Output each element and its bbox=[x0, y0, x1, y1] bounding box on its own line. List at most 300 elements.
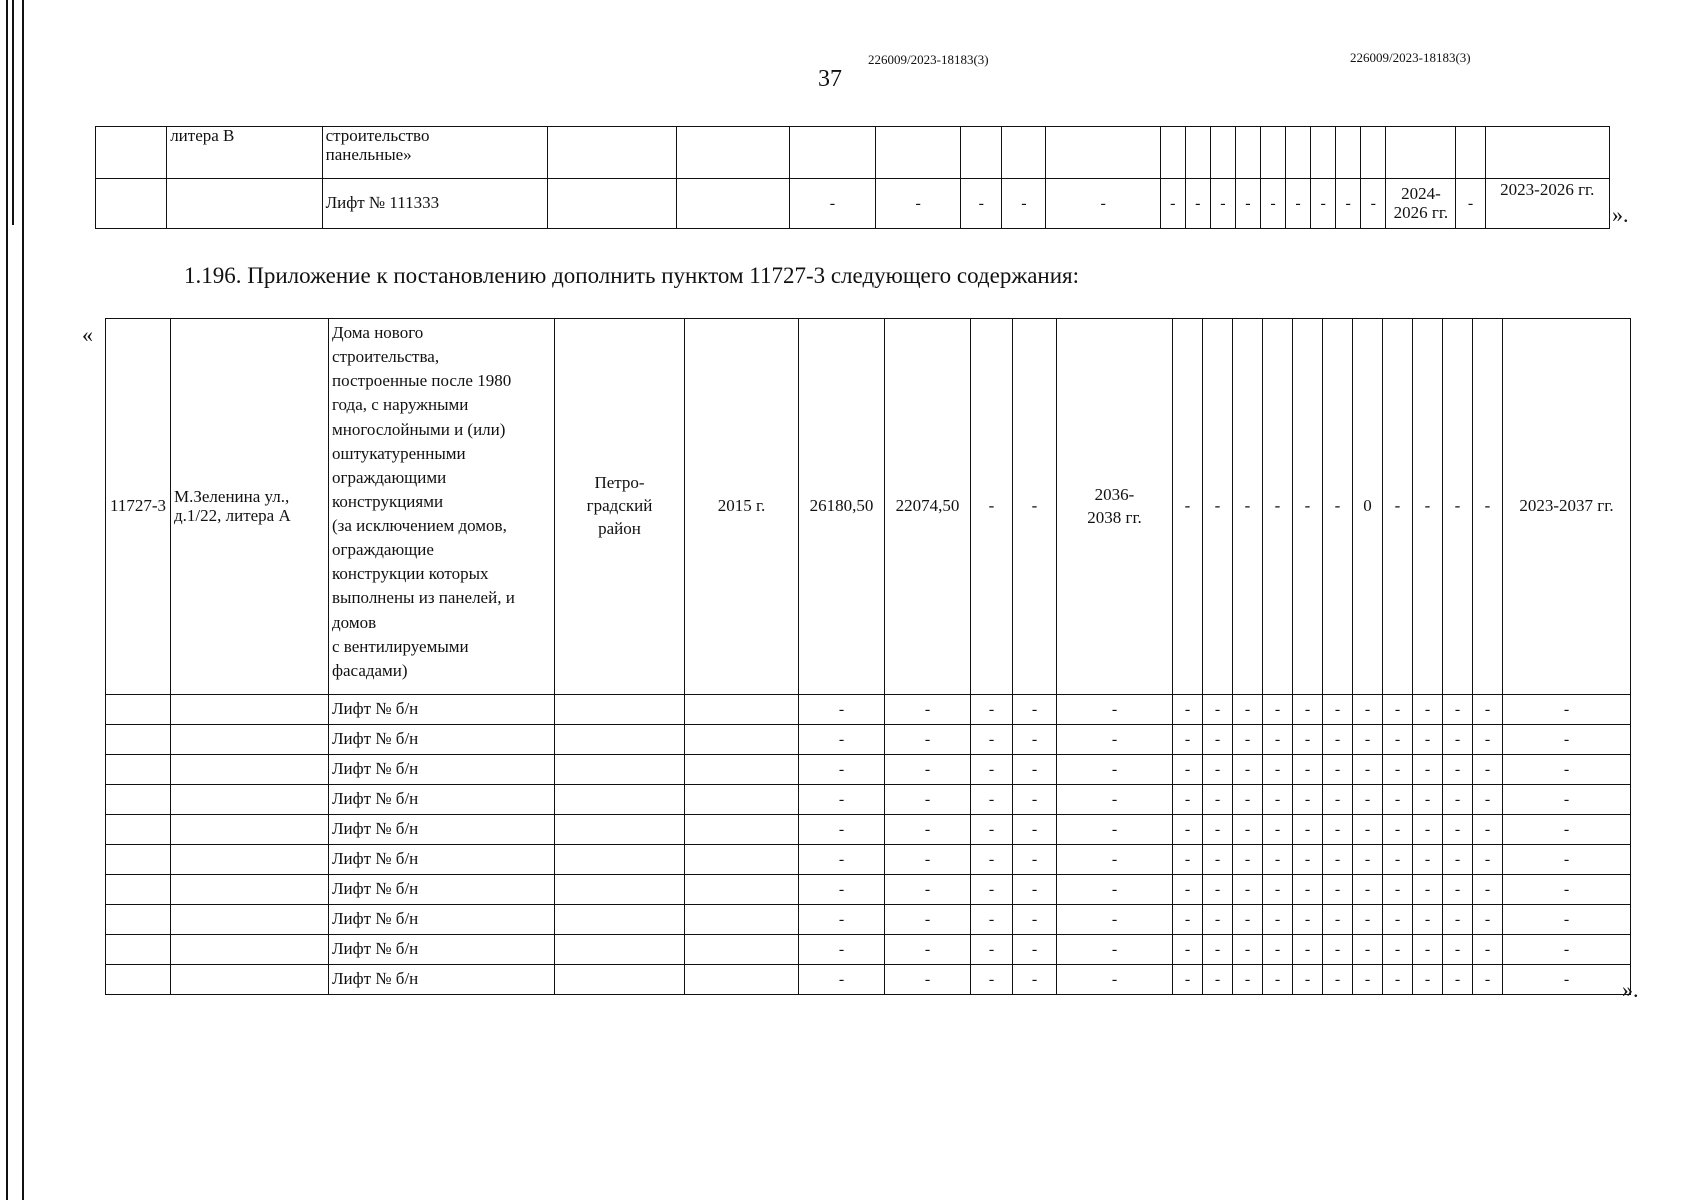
cell: - bbox=[1383, 785, 1413, 815]
cell: Лифт № б/н bbox=[329, 725, 555, 755]
cell bbox=[961, 127, 1002, 179]
cell bbox=[106, 755, 171, 785]
cell: Лифт № б/н bbox=[329, 965, 555, 995]
cell bbox=[106, 695, 171, 725]
cell: - bbox=[1173, 875, 1203, 905]
cell: - bbox=[1173, 845, 1203, 875]
cell bbox=[555, 875, 685, 905]
cell: - bbox=[876, 179, 961, 229]
cell: - bbox=[1473, 845, 1503, 875]
cell bbox=[685, 905, 799, 935]
cell: - bbox=[1013, 815, 1057, 845]
cell: - bbox=[1323, 875, 1353, 905]
cell: 22074,50 bbox=[885, 319, 971, 695]
table-row bbox=[96, 179, 1610, 229]
cell: - bbox=[1173, 815, 1203, 845]
cell: 11727-3 bbox=[106, 319, 171, 695]
cell bbox=[676, 127, 789, 179]
cell: - bbox=[1173, 695, 1203, 725]
cell: - bbox=[1503, 695, 1631, 725]
cell: - bbox=[1323, 815, 1353, 845]
doc-code: 226009/2023-18183(3) bbox=[868, 52, 989, 67]
cell: - bbox=[1286, 179, 1311, 229]
cell: - bbox=[1456, 179, 1485, 229]
cell: - bbox=[1203, 755, 1233, 785]
cell: - bbox=[1263, 725, 1293, 755]
cell bbox=[171, 785, 329, 815]
cell: - bbox=[885, 815, 971, 845]
cell: - bbox=[1013, 785, 1057, 815]
cell: - bbox=[1443, 755, 1473, 785]
cell bbox=[555, 755, 685, 785]
cell bbox=[555, 845, 685, 875]
cell: - bbox=[971, 319, 1013, 695]
cell: - bbox=[1353, 815, 1383, 845]
cell: - bbox=[1160, 179, 1185, 229]
cell: - bbox=[1473, 935, 1503, 965]
cell: - bbox=[1263, 815, 1293, 845]
cell: - bbox=[1013, 875, 1057, 905]
cell: - bbox=[1203, 695, 1233, 725]
cell: - bbox=[1323, 785, 1353, 815]
cell bbox=[555, 965, 685, 995]
cell: - bbox=[1353, 755, 1383, 785]
cell: - bbox=[789, 179, 875, 229]
cell: - bbox=[1503, 785, 1631, 815]
cell: - bbox=[1413, 755, 1443, 785]
cell: - bbox=[1293, 815, 1323, 845]
cell: - bbox=[1263, 875, 1293, 905]
cell: - bbox=[1413, 815, 1443, 845]
cell: - bbox=[1233, 695, 1263, 725]
cell: - bbox=[799, 965, 885, 995]
cell: - bbox=[799, 815, 885, 845]
cell: - bbox=[1443, 695, 1473, 725]
cell bbox=[1046, 127, 1160, 179]
cell bbox=[685, 875, 799, 905]
cell: - bbox=[799, 905, 885, 935]
cell bbox=[1361, 127, 1386, 179]
cell: - bbox=[1353, 695, 1383, 725]
cell: 0 bbox=[1353, 319, 1383, 695]
cell: - bbox=[1233, 815, 1263, 845]
cell: - bbox=[1473, 725, 1503, 755]
cell: - bbox=[1503, 875, 1631, 905]
cell bbox=[171, 905, 329, 935]
cell: М.Зеленина ул., д.1/22, литера А bbox=[171, 319, 329, 695]
cell: - bbox=[1203, 875, 1233, 905]
cell: - bbox=[1057, 815, 1173, 845]
cell: - bbox=[1413, 695, 1443, 725]
cell: - bbox=[1353, 875, 1383, 905]
cell: - bbox=[1443, 725, 1473, 755]
cell: - bbox=[1413, 875, 1443, 905]
cell bbox=[106, 845, 171, 875]
cell bbox=[171, 875, 329, 905]
margin-line bbox=[22, 0, 24, 1200]
cell bbox=[1160, 127, 1185, 179]
cell: - bbox=[1293, 725, 1323, 755]
cell: - bbox=[799, 845, 885, 875]
cell: - bbox=[1263, 935, 1293, 965]
cell: - bbox=[1473, 755, 1503, 785]
cell: - bbox=[1293, 965, 1323, 995]
cell: - bbox=[1013, 319, 1057, 695]
cell: - bbox=[1503, 845, 1631, 875]
cell: - bbox=[1323, 695, 1353, 725]
cell: - bbox=[885, 845, 971, 875]
cell: - bbox=[1503, 965, 1631, 995]
cell bbox=[548, 127, 676, 179]
cell: - bbox=[1383, 815, 1413, 845]
cell: Лифт № 111333 bbox=[322, 179, 548, 229]
cell: - bbox=[1503, 725, 1631, 755]
cell: - bbox=[1203, 935, 1233, 965]
cell: - bbox=[1057, 965, 1173, 995]
cell: - bbox=[1383, 905, 1413, 935]
table-row bbox=[106, 695, 1631, 725]
cell bbox=[1210, 127, 1235, 179]
cell bbox=[685, 935, 799, 965]
cell: - bbox=[1413, 935, 1443, 965]
cell bbox=[171, 695, 329, 725]
cell: - bbox=[971, 755, 1013, 785]
cell: - bbox=[1235, 179, 1260, 229]
cell: - bbox=[1263, 965, 1293, 995]
cell bbox=[876, 127, 961, 179]
cell bbox=[548, 179, 676, 229]
cell: 2036- 2038 гг. bbox=[1057, 319, 1173, 695]
cell bbox=[1235, 127, 1260, 179]
cell: - bbox=[1173, 319, 1203, 695]
table-row bbox=[106, 785, 1631, 815]
cell: - bbox=[1293, 905, 1323, 935]
cell bbox=[555, 905, 685, 935]
cell bbox=[106, 725, 171, 755]
table-row bbox=[106, 965, 1631, 995]
cell: - bbox=[1293, 845, 1323, 875]
cell: - bbox=[1233, 905, 1263, 935]
cell: - bbox=[1323, 935, 1353, 965]
cell: - bbox=[971, 695, 1013, 725]
cell: - bbox=[799, 875, 885, 905]
cell bbox=[167, 179, 322, 229]
cell: - bbox=[1261, 179, 1286, 229]
cell: - bbox=[1233, 935, 1263, 965]
cell bbox=[106, 965, 171, 995]
cell bbox=[1386, 127, 1456, 179]
cell: - bbox=[1323, 845, 1353, 875]
cell: - bbox=[799, 725, 885, 755]
cell: - bbox=[971, 815, 1013, 845]
cell: - bbox=[1046, 179, 1160, 229]
cell bbox=[685, 755, 799, 785]
cell bbox=[1261, 127, 1286, 179]
cell bbox=[1185, 127, 1210, 179]
cell: - bbox=[971, 845, 1013, 875]
cell: - bbox=[971, 905, 1013, 935]
cell: - bbox=[1383, 755, 1413, 785]
cell: - bbox=[1473, 695, 1503, 725]
cell: - bbox=[1233, 785, 1263, 815]
cell: - bbox=[1263, 785, 1293, 815]
cell: - bbox=[1443, 319, 1473, 695]
cell: Дома нового строительства, построенные после 1980 года, с наружными многослойными и (или) оштукатуренными ограждающими конструкциями (за исключением домов, ограждающие конструкции которых выполнены из панелей, и домов с вентилируемыми фасадами) bbox=[329, 319, 555, 695]
cell: - bbox=[1323, 905, 1353, 935]
cell: 2023-2026 гг. bbox=[1485, 179, 1609, 229]
cell: - bbox=[885, 725, 971, 755]
cell: - bbox=[1293, 755, 1323, 785]
cell: строительство панельные» bbox=[322, 127, 548, 179]
cell: - bbox=[1203, 905, 1233, 935]
cell: - bbox=[1361, 179, 1386, 229]
cell bbox=[96, 179, 167, 229]
cell: литера В bbox=[167, 127, 322, 179]
cell bbox=[685, 815, 799, 845]
cell: - bbox=[1353, 935, 1383, 965]
cell: - bbox=[1323, 965, 1353, 995]
cell: Лифт № б/н bbox=[329, 815, 555, 845]
cell: - bbox=[1013, 965, 1057, 995]
cell: - bbox=[885, 785, 971, 815]
cell bbox=[96, 127, 167, 179]
cell bbox=[171, 725, 329, 755]
cell: - bbox=[1057, 725, 1173, 755]
cell: - bbox=[1443, 935, 1473, 965]
cell: - bbox=[1443, 815, 1473, 845]
cell: - bbox=[799, 755, 885, 785]
cell: - bbox=[1383, 845, 1413, 875]
cell: - bbox=[1323, 319, 1353, 695]
margin-line bbox=[6, 0, 8, 1200]
cell: - bbox=[1057, 695, 1173, 725]
cell: - bbox=[1293, 875, 1323, 905]
cell: Лифт № б/н bbox=[329, 695, 555, 725]
cell: - bbox=[1233, 845, 1263, 875]
table-previous bbox=[95, 126, 1610, 229]
cell: - bbox=[1473, 815, 1503, 845]
cell bbox=[555, 725, 685, 755]
cell: - bbox=[1473, 875, 1503, 905]
cell bbox=[1002, 127, 1046, 179]
cell: - bbox=[971, 965, 1013, 995]
cell: - bbox=[1203, 965, 1233, 995]
cell: - bbox=[1293, 319, 1323, 695]
cell: - bbox=[1057, 875, 1173, 905]
cell: - bbox=[1013, 695, 1057, 725]
cell: - bbox=[1057, 785, 1173, 815]
cell: - bbox=[1013, 755, 1057, 785]
cell bbox=[1286, 127, 1311, 179]
cell: - bbox=[1503, 905, 1631, 935]
cell: - bbox=[799, 785, 885, 815]
cell: - bbox=[1353, 725, 1383, 755]
cell: - bbox=[1057, 935, 1173, 965]
doc-code: 226009/2023-18183(3) bbox=[1350, 50, 1471, 65]
cell: - bbox=[971, 725, 1013, 755]
cell: - bbox=[1173, 965, 1203, 995]
cell bbox=[685, 845, 799, 875]
cell: - bbox=[1293, 785, 1323, 815]
cell: - bbox=[1383, 319, 1413, 695]
table-row bbox=[106, 725, 1631, 755]
cell: - bbox=[885, 875, 971, 905]
cell: - bbox=[1293, 935, 1323, 965]
cell: - bbox=[1057, 905, 1173, 935]
cell bbox=[685, 725, 799, 755]
cell: - bbox=[1503, 815, 1631, 845]
cell: - bbox=[1203, 815, 1233, 845]
cell: - bbox=[1263, 695, 1293, 725]
cell bbox=[106, 905, 171, 935]
cell bbox=[789, 127, 875, 179]
cell: - bbox=[1323, 725, 1353, 755]
page-number: 37 bbox=[818, 66, 842, 92]
cell bbox=[1311, 127, 1336, 179]
cell: - bbox=[1323, 755, 1353, 785]
close-quote: ». bbox=[1612, 202, 1629, 227]
cell bbox=[685, 695, 799, 725]
cell: - bbox=[971, 785, 1013, 815]
table-main bbox=[105, 318, 1631, 995]
cell: - bbox=[1263, 845, 1293, 875]
cell: - bbox=[1473, 905, 1503, 935]
cell: - bbox=[1383, 965, 1413, 995]
cell: - bbox=[1013, 725, 1057, 755]
cell: - bbox=[1263, 755, 1293, 785]
table-row bbox=[106, 905, 1631, 935]
cell: - bbox=[1413, 785, 1443, 815]
cell: - bbox=[885, 755, 971, 785]
cell bbox=[171, 845, 329, 875]
cell: - bbox=[799, 695, 885, 725]
cell: - bbox=[1353, 845, 1383, 875]
cell bbox=[1336, 127, 1361, 179]
cell: - bbox=[1233, 875, 1263, 905]
cell bbox=[555, 695, 685, 725]
cell: - bbox=[1503, 935, 1631, 965]
cell: - bbox=[1013, 905, 1057, 935]
cell: - bbox=[1383, 725, 1413, 755]
cell bbox=[1456, 127, 1485, 179]
table-row bbox=[106, 319, 1631, 695]
cell: 2024- 2026 гг. bbox=[1386, 179, 1456, 229]
cell: - bbox=[1413, 905, 1443, 935]
close-quote: ». bbox=[1622, 977, 1639, 1002]
cell: - bbox=[1473, 965, 1503, 995]
cell: - bbox=[1013, 935, 1057, 965]
cell: - bbox=[1173, 785, 1203, 815]
cell: - bbox=[885, 905, 971, 935]
cell: Лифт № б/н bbox=[329, 935, 555, 965]
cell: - bbox=[1263, 905, 1293, 935]
cell: 26180,50 bbox=[799, 319, 885, 695]
cell: - bbox=[1203, 785, 1233, 815]
cell: - bbox=[1173, 935, 1203, 965]
cell: 2023-2037 гг. bbox=[1503, 319, 1631, 695]
cell: - bbox=[1413, 965, 1443, 995]
cell: - bbox=[1413, 319, 1443, 695]
cell: - bbox=[1443, 785, 1473, 815]
cell: - bbox=[1293, 695, 1323, 725]
cell: - bbox=[1210, 179, 1235, 229]
cell bbox=[106, 815, 171, 845]
cell: - bbox=[799, 935, 885, 965]
cell: - bbox=[1233, 755, 1263, 785]
cell bbox=[106, 875, 171, 905]
cell: - bbox=[1473, 319, 1503, 695]
cell: - bbox=[1173, 755, 1203, 785]
cell: - bbox=[1383, 695, 1413, 725]
cell: - bbox=[1473, 785, 1503, 815]
cell: - bbox=[1002, 179, 1046, 229]
cell: - bbox=[885, 695, 971, 725]
cell: - bbox=[1203, 725, 1233, 755]
cell bbox=[555, 785, 685, 815]
cell: - bbox=[1353, 965, 1383, 995]
cell: - bbox=[971, 935, 1013, 965]
table-row bbox=[106, 755, 1631, 785]
cell bbox=[106, 935, 171, 965]
cell bbox=[676, 179, 789, 229]
cell bbox=[171, 935, 329, 965]
cell: - bbox=[1173, 905, 1203, 935]
cell: - bbox=[1383, 935, 1413, 965]
cell: - bbox=[1185, 179, 1210, 229]
cell bbox=[555, 935, 685, 965]
cell: - bbox=[1057, 755, 1173, 785]
cell: Лифт № б/н bbox=[329, 875, 555, 905]
table-row bbox=[106, 875, 1631, 905]
cell: Лифт № б/н bbox=[329, 905, 555, 935]
margin-line bbox=[12, 0, 14, 225]
cell bbox=[1485, 127, 1609, 179]
cell: - bbox=[1413, 725, 1443, 755]
cell: - bbox=[1503, 755, 1631, 785]
cell: Петро- градский район bbox=[555, 319, 685, 695]
cell: - bbox=[1443, 905, 1473, 935]
cell: - bbox=[1443, 845, 1473, 875]
cell: Лифт № б/н bbox=[329, 845, 555, 875]
cell bbox=[685, 785, 799, 815]
cell: - bbox=[1233, 319, 1263, 695]
table-row bbox=[106, 815, 1631, 845]
cell: - bbox=[971, 875, 1013, 905]
paragraph: 1.196. Приложение к постановлению дополнить пунктом 11727-3 следующего содержания: bbox=[184, 263, 1080, 288]
cell bbox=[685, 965, 799, 995]
cell: - bbox=[1057, 845, 1173, 875]
cell: - bbox=[1233, 965, 1263, 995]
cell bbox=[106, 785, 171, 815]
cell: Лифт № б/н bbox=[329, 785, 555, 815]
cell: - bbox=[885, 935, 971, 965]
cell: - bbox=[1263, 319, 1293, 695]
cell: - bbox=[961, 179, 1002, 229]
cell: - bbox=[1353, 905, 1383, 935]
table-row bbox=[96, 127, 1610, 179]
cell: - bbox=[1203, 319, 1233, 695]
cell: - bbox=[1203, 845, 1233, 875]
cell: - bbox=[885, 965, 971, 995]
cell: - bbox=[1173, 725, 1203, 755]
cell bbox=[555, 815, 685, 845]
cell: - bbox=[1233, 725, 1263, 755]
cell: - bbox=[1336, 179, 1361, 229]
cell: - bbox=[1443, 875, 1473, 905]
cell bbox=[171, 755, 329, 785]
cell: - bbox=[1443, 965, 1473, 995]
open-quote: « bbox=[82, 322, 93, 347]
